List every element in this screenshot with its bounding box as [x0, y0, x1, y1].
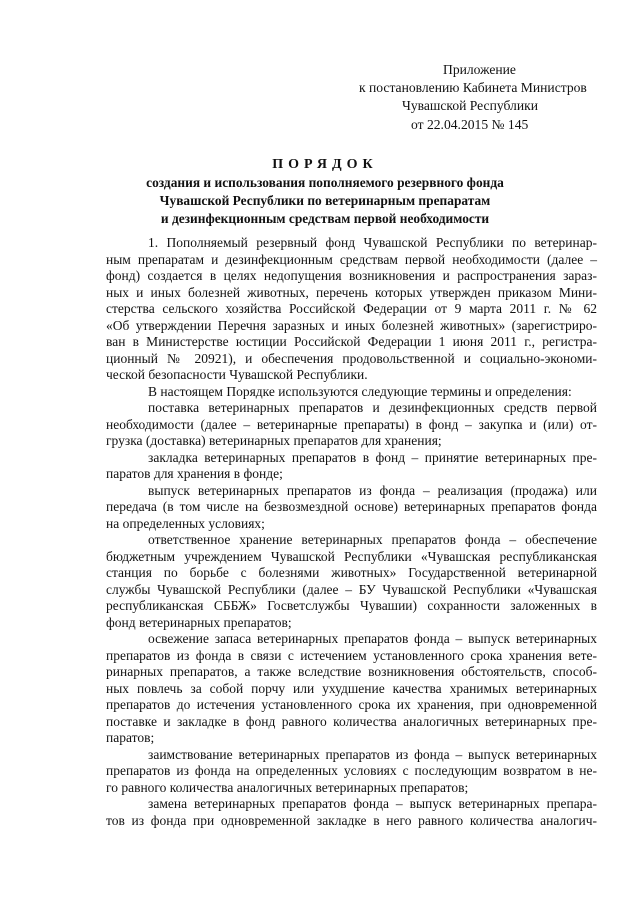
appendix-line: Чувашской Республики [402, 98, 538, 114]
body-line: республиканская СББЖ» Госветслужбы Чувашии) сохранности заложенных в [106, 598, 597, 613]
body-line: бюджетным учреждением Чувашской Республики «Чувашская республиканская [106, 548, 597, 564]
body-line: ных повлечь за собой порчу или ухудшение качества хранимых ветеринарных [106, 680, 597, 696]
body-line: поставка ветеринарных препаратов и дезинфекционных средств первой [148, 400, 597, 415]
body-line: фонд) создается в целях недопущения возникновения и распространения зараз- [106, 268, 597, 283]
body-line: ван в Министерстве юстиции Российской Федерации 1 июня 2011 г., регистра- [106, 334, 597, 349]
body-line: паратов для хранения в фонде; [106, 466, 283, 481]
body-line: освежение запаса ветеринарных препаратов фонда – выпуск ветеринарных [148, 631, 597, 646]
title-subtitle-line: создания и использования пополняемого резервного фонда [146, 175, 504, 190]
body-line: необходимости (далее – ветеринарные препараты) в фонд – закупка и (или) от- [106, 416, 597, 432]
appendix-line: к постановлению Кабинета Министров [359, 80, 587, 96]
body-line: станция по борьбе с болезнями животных» Государственной ветеринарной [106, 565, 597, 580]
body-line: ответственное хранение ветеринарных препаратов фонда – обеспечение [148, 532, 597, 547]
body-line: «Об утверждении Перечня заразных и иных болезней животных» (зарегистриро- [106, 317, 597, 333]
body-line: заимствование ветеринарных препаратов из фонда – выпуск ветеринарных [148, 746, 597, 762]
body-line: фонд ветеринарных препаратов; [106, 614, 292, 630]
body-line: службы Чувашской Республики (далее – БУ Чувашской Республики «Чувашская [106, 581, 597, 597]
body-line: препаратов из фонда на определенных условиях с последующим возвратом в не- [106, 763, 597, 778]
body-line: ческой безопасности Чувашской Республики. [106, 367, 368, 382]
title-subtitle-line: Чувашской Республики по ветеринарным препаратам [159, 193, 491, 208]
body-line: закладка ветеринарных препаратов в фонд – принятие ветеринарных пре- [148, 449, 597, 465]
body-line: поставке и закладке в фонд равного количества аналогичных ветеринарных пре- [106, 713, 597, 729]
body-line: паратов; [106, 730, 155, 745]
body-line: ных и иных болезней животных, перечень которых утвержден приказом Мини- [106, 284, 597, 300]
body-line: ционный № 20921), и обеспечения продовольственной и социально-экономи- [106, 350, 597, 366]
body-line: ринарных препаратов, а также вследствие возникновения обстоятельств, способ- [106, 664, 597, 679]
appendix-line: Приложение [443, 62, 516, 77]
body-line: В настоящем Порядке используются следующие термины и определения: [148, 383, 572, 399]
body-line: грузка (доставка) ветеринарных препаратов для хранения; [106, 433, 442, 448]
body-line: тов из фонда при одновременной закладке в него равного количества аналогич- [106, 812, 597, 828]
title-main: ПОРЯДОК [272, 157, 378, 172]
title-subtitle-line: и дезинфекционным средствам первой необходимости [160, 211, 490, 226]
document-body [106, 235, 597, 829]
body-line: на определенных условиях; [106, 515, 265, 531]
body-line: ным препаратам и дезинфекционным средствам первой необходимости (далее – [106, 251, 597, 267]
body-line: выпуск ветеринарных препаратов из фонда – реализация (продажа) или [148, 482, 597, 498]
body-line: го равного количества аналогичных ветеринарных препаратов; [106, 779, 469, 795]
body-line: замена ветеринарных препаратов фонда – выпуск ветеринарных препара- [148, 796, 597, 811]
document-title [60, 156, 590, 228]
body-line: передача (в том числе на безвозмездной основе) ветеринарных препаратов фонда [106, 499, 597, 514]
body-line: препаратов из фонда в связи с истечением установленного срока хранения вете- [106, 647, 597, 663]
body-line: препаратов до истечения установленного срока их хранения, при одновременной [106, 697, 597, 712]
body-line: стерства сельского хозяйства Российской Федерации от 9 марта 2011 г. № 62 [106, 301, 597, 316]
body-line: 1. Пополняемый резервный фонд Чувашской Республики по ветеринар- [148, 235, 597, 250]
appendix-header [340, 61, 600, 134]
appendix-line: от 22.04.2015 № 145 [411, 116, 529, 132]
